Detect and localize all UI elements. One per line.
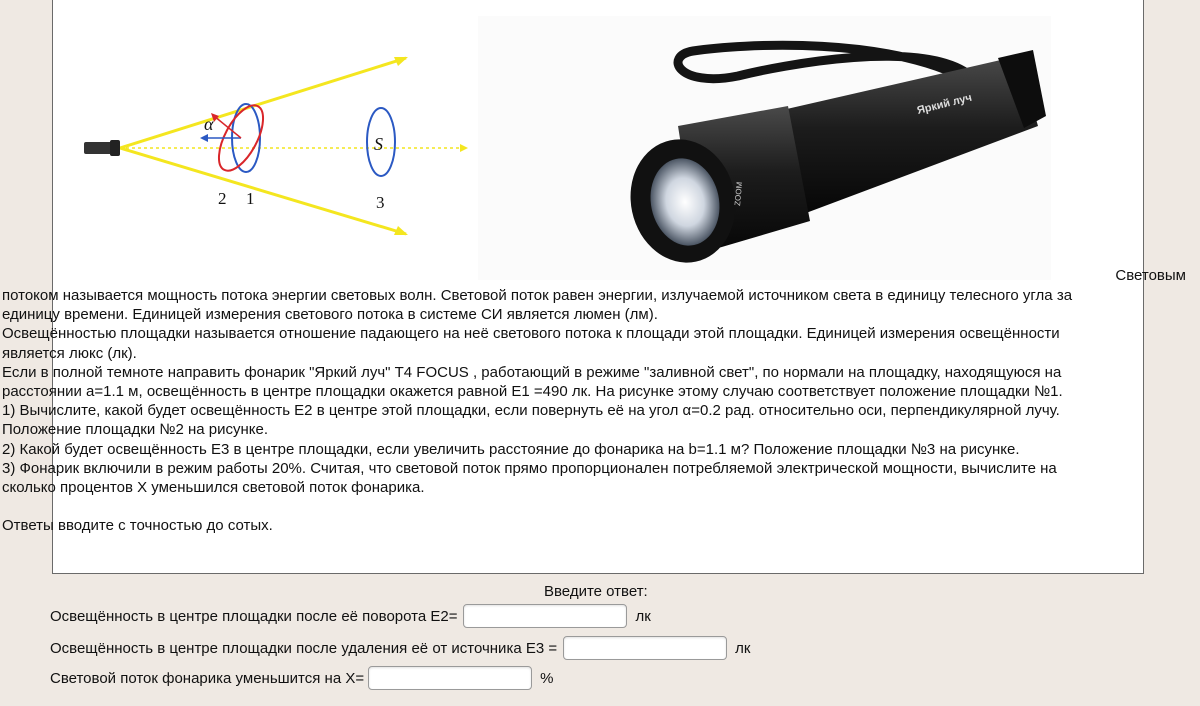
paragraph-question-1: 1) Вычислите, какой будет освещённость E2 в центре этой площадки, если повернуть её на угол α=0.2 рад. относительно оси, перпендикулярной лучу. Положение площадки №2 на рисунке. xyxy=(2,402,1060,439)
answer-input-e3[interactable] xyxy=(563,636,727,660)
position-label-2: 2 xyxy=(218,189,227,208)
answer-unit-e2: лк xyxy=(635,607,651,625)
flashlight-photo xyxy=(478,16,1051,280)
flashlight-small-icon xyxy=(84,140,120,156)
paragraph-question-3: 3) Фонарик включили в режим работы 20%. Считая, что световой поток прямо пропорционален потребляемой электрической мощности, вычислите на сколько процентов X уменьшился световой поток фонарика. xyxy=(2,459,1057,497)
precision-note: Ответы вводите с точностью до сотых. xyxy=(2,517,273,535)
lead-word: Световым xyxy=(1115,267,1186,284)
area-label: S xyxy=(374,134,383,154)
answer-row-e2 xyxy=(50,604,651,628)
paragraph-luminous-flux: потоком называется мощность потока энергии световых волн. Световой поток равен энергии, излучаемой источником света в единицу телесного угла за единицу времени. Единицей измерения светового потока в системе СИ является люмен (лм). xyxy=(2,287,1073,324)
answer-unit-e3: лк xyxy=(735,639,751,657)
answer-header: Введите ответ: xyxy=(544,583,648,600)
answer-label-e3: Освещённость в центре площадки после удаления её от источника E3 = xyxy=(50,639,558,657)
tilted-normal-arrow xyxy=(214,116,241,138)
answer-label-e2: Освещённость в центре площадки после её поворота E2= xyxy=(50,607,458,625)
beam-upper-arrow xyxy=(394,57,408,66)
paragraph-setup: Если в полной темноте направить фонарик "Яркий луч" T4 FOCUS , работающий в режиме "заливной свет", по нормали на площадку, находящуюся на расстоянии a=1.1 м, освещённость в центре площадки окажется равной E1 =490 лк. На рисунке этому случаю соответствует положение площадки №1. xyxy=(2,363,1063,401)
position-label-3: 3 xyxy=(376,193,385,212)
illumination-diagram xyxy=(76,38,476,278)
normal-arrow-head xyxy=(200,134,208,142)
answer-unit-x: % xyxy=(540,669,554,687)
task-description xyxy=(2,286,1090,535)
beam-lower-arrow xyxy=(394,226,408,235)
paragraph-question-2: 2) Какой будет освещённость E3 в центре площадки, если увеличить расстояние до фонарика на b=1.1 м? Положение площадки №3 на рисунке. xyxy=(2,440,1020,458)
beam-upper-edge xyxy=(120,58,406,148)
zoom-text: ZOOM xyxy=(733,181,745,207)
axis-arrow xyxy=(460,144,468,152)
angle-label: α xyxy=(204,114,214,134)
answer-row-e3 xyxy=(50,636,750,660)
flashlight-body xyxy=(778,56,1038,216)
beam-lower-edge xyxy=(120,148,406,234)
answer-input-e2[interactable] xyxy=(463,604,627,628)
answer-label-x: Световой поток фонарика уменьшится на X= xyxy=(50,669,365,687)
answer-input-x[interactable] xyxy=(368,666,532,690)
paragraph-illuminance: Освещённостью площадки называется отношение падающего на неё светового потока к площади этой площадки. Единицей измерения освещённости является люкс (лк). xyxy=(2,325,1060,362)
answer-row-x xyxy=(50,666,553,690)
position-label-1: 1 xyxy=(246,189,255,208)
brand-text: Яркий луч xyxy=(915,91,974,117)
